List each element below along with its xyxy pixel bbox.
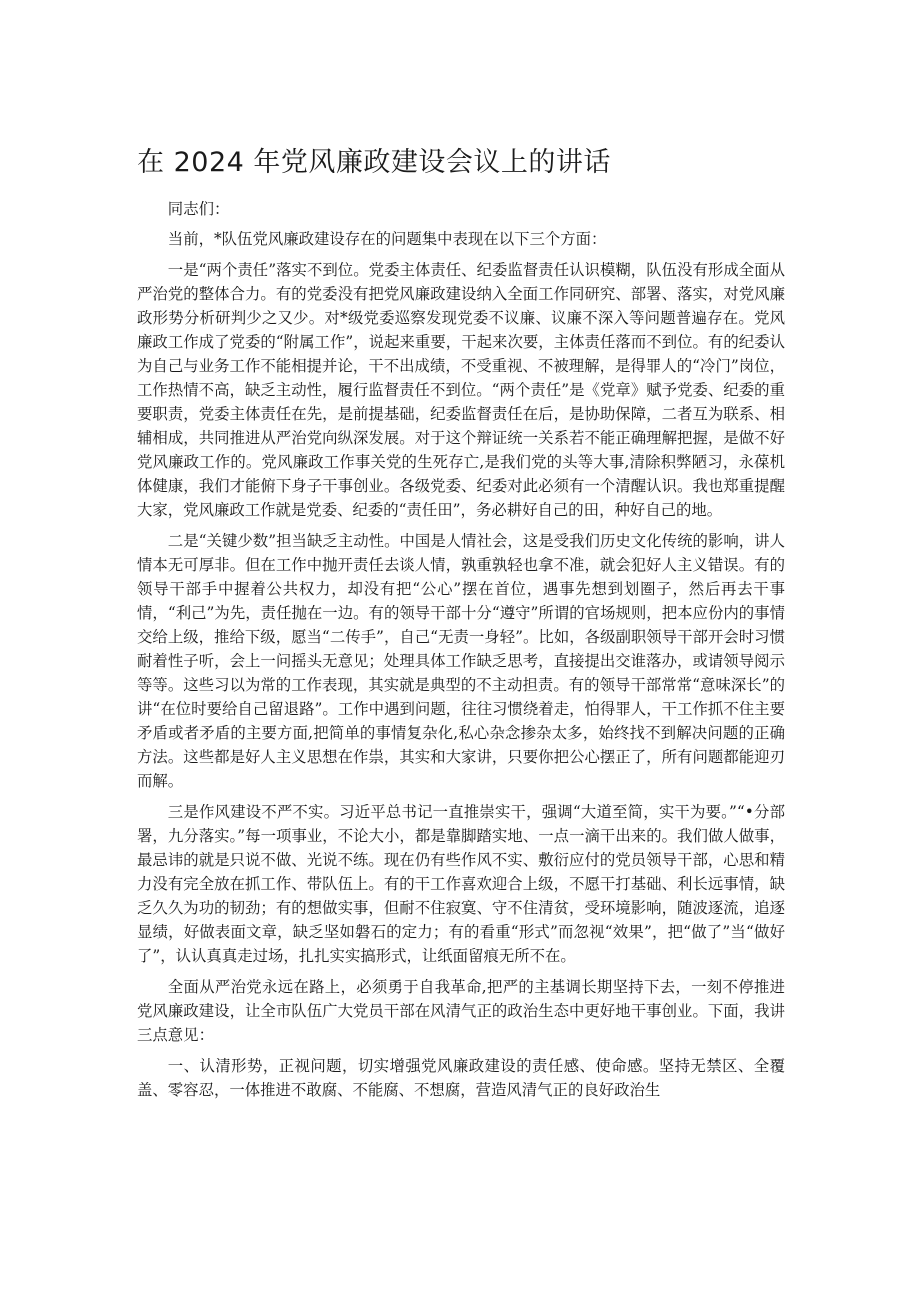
- paragraph-intro: 当前，*队伍党风廉政建设存在的问题集中表现在以下三个方面：: [167, 230, 607, 248]
- document-title: 在 2024 年党风廉政建设会议上的讲话: [137, 147, 611, 178]
- document-body: [137, 197, 785, 1109]
- paragraph-issue-three: 三是作风建设不严不实。习近平总书记一直推崇实干，强调“大道至简，实干为要。”“•分部署，九分落实。”每一项事业，不论大小，都是靠脚踏实地、一点一滴干出来的。我们做人做事，最忌讳的就是只说不做、光说不练。现在仍有些作风不实、敷衍应付的党员领导干部，心思和精力没有完全放在抓工作、带队伍上。有的干工作喜欢迎合上级，不愿干打基础、利长远事情，缺乏久久为功的韧劲；有的想做实事，但耐不住寂寞、守不住清贫，受环境影响，随波逐流，追逐显绩，好做表面文章，缺乏坚如磐石的定力；有的看重“形式”而忽视“效果”，把“做了”当“做好了”，认认真真走过场，扎扎实实搞形式，让纸面留痕无所不在。: [137, 803, 785, 965]
- paragraph-issue-two: 二是“关键少数”担当缺乏主动性。中国是人情社会，这是受我们历史文化传统的影响，讲人情本无可厚非。但在工作中抛开责任去谈人情，孰重孰轻也拿不准，就会犯好人主义错误。有的领导干部手中握着公共权力，却没有把“公心”摆在首位，遇事先想到划圈子，然后再去干事情，“利己”为先，责任抛在一边。有的领导干部十分“遵守”所谓的官场规则，把本应份内的事情交给上级，推给下级，愿当“二传手”，自己“无责一身轻”。比如，各级副职领导干部开会时习惯耐着性子听，会上一问摇头无意见；处理具体工作缺乏思考，直接提出交谁落办，或请领导阅示等等。这些习以为常的工作表现，其实就是典型的不主动担责。有的领导干部常常“意味深长”的讲“在位时要给自己留退路”。工作中遇到问题，往往习惯绕着走，怕得罪人，干工作抓不住主要矛盾或者矛盾的主要方面,把简单的事情复杂化,私心杂念掺杂太多，始终找不到解决问题的正确方法。这些都是好人主义思想在作祟，其实和大家讲，只要你把公心摆正了，所有问题都能迎刃而解。: [137, 532, 785, 790]
- salutation: 同志们：: [167, 200, 230, 218]
- paragraph-transition: 全面从严治党永远在路上，必须勇于自我革命,把严的主基调长期坚持下去，一刻不停推进党风廉政建设，让全市队伍广大党员干部在风清气正的政治生态中更好地干事创业。下面，我讲三点意见：: [137, 978, 785, 1044]
- paragraph-point-one: 一、认清形势，正视问题，切实增强党风廉政建设的责任感、使命感。坚持无禁区、全覆盖、零容忍，一体推进不敢腐、不能腐、不想腐，营造风清气正的良好政治生: [137, 1057, 785, 1099]
- paragraph-issue-one: 一是“两个责任”落实不到位。党委主体责任、纪委监督责任认识模糊，队伍没有形成全面从严治党的整体合力。有的党委没有把党风廉政建设纳入全面工作同研究、部署、落实，对党风廉政形势分析研判少之又少。对*级党委巡察发现党委不议廉、议廉不深入等问题普遍存在。党风廉政工作成了党委的“附属工作”，说起来重要，干起来次要，主体责任落而不到位。有的纪委认为自己与业务工作不能相提并论，干不出成绩，不受重视、不被理解，是得罪人的“冷门”岗位，工作热情不高，缺乏主动性，履行监督责任不到位。“两个责任”是《党章》赋予党委、纪委的重要职责，党委主体责任在先，是前提基础，纪委监督责任在后，是协助保障，二者互为联系、相辅相成，共同推进从严治党向纵深发展。对于这个辩证统一关系若不能正确理解把握，是做不好党风廉政工作的。党风廉政工作事关党的生死存亡,是我们党的头等大事,清除积弊陋习，永葆机体健康，我们才能俯下身子干事创业。各级党委、纪委对此必须有一个清醒认识。我也郑重提醒大家，党风廉政工作就是党委、纪委的“责任田”，务必耕好自己的田，种好自己的地。: [137, 261, 785, 519]
